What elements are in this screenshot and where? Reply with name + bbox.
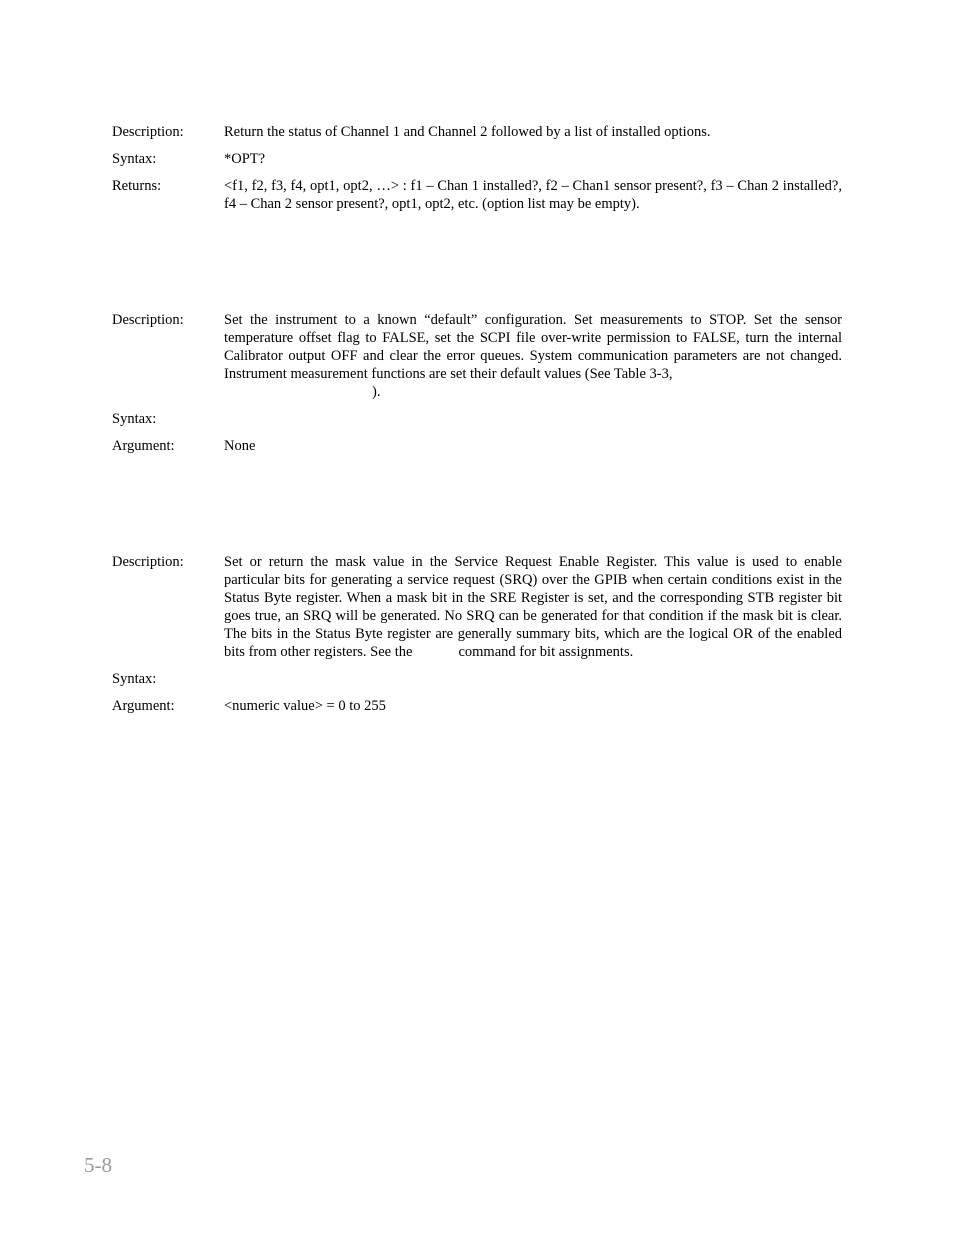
description-row: [112, 123, 842, 141]
argument-label: Argument:: [112, 698, 175, 714]
page-number: 5-8: [84, 1153, 112, 1177]
description-tail: ).: [372, 384, 381, 400]
argument-row: [112, 437, 842, 455]
syntax-row: [112, 410, 842, 428]
description-after-gap: command for bit assignments.: [458, 644, 634, 660]
opt-command-entry: [112, 123, 842, 222]
description-main: Set or return the mask value in the Service Request Enable Register. This value is used to enable particular bits for generating a service request (SRQ) over the GPIB when certain conditions exist in the Status Byte register. When a mask bit in the SRE Register is set, and the corresponding STB register bit goes true, an SRQ will be generated. No SRQ can be generated for that condition if the mask bit is clear. The bits in the Status Byte register are generally summary bits, which are the logical OR of the enabled bits from other registers. See the: [224, 554, 842, 660]
returns-row: [112, 177, 842, 213]
syntax-label: Syntax:: [112, 151, 157, 167]
description-label: Description:: [112, 312, 184, 328]
description-text: Return the status of Channel 1 and Channel 2 followed by a list of installed options.: [224, 124, 711, 140]
syntax-label: Syntax:: [112, 671, 157, 687]
description-label: Description:: [112, 124, 184, 140]
argument-label: Argument:: [112, 438, 175, 454]
syntax-row: [112, 670, 842, 688]
description-text: [224, 311, 842, 401]
argument-text: <numeric value> = 0 to 255: [224, 698, 386, 714]
syntax-text: [224, 410, 842, 428]
description-main: Set the instrument to a known “default” configuration. Set measurements to STOP. Set the sensor temperature offset flag to FALSE, set the SCPI file over-write permission to FALSE, turn the internal Calibrator output OFF and clear the error queues. System communication parameters are not changed. Instrument measurement functions are set their default values (See Table 3-3,: [224, 312, 842, 382]
syntax-label: Syntax:: [112, 411, 157, 427]
syntax-row: [112, 150, 842, 168]
description-row: [112, 311, 842, 401]
description-text: [224, 553, 842, 661]
sre-command-entry: [112, 553, 842, 724]
description-row: [112, 553, 842, 661]
argument-text: None: [224, 438, 256, 454]
syntax-text: [224, 670, 842, 688]
argument-row: [112, 697, 842, 715]
rst-command-entry: [112, 311, 842, 464]
description-label: Description:: [112, 554, 184, 570]
returns-label: Returns:: [112, 178, 162, 194]
returns-text: <f1, f2, f3, f4, opt1, opt2, …> : f1 – Chan 1 installed?, f2 – Chan1 sensor present?, f3 – Chan 2 installed?, f4 – Chan 2 sensor present?, opt1, opt2, etc. (option list may be empty).: [224, 178, 842, 212]
syntax-text: *OPT?: [224, 151, 266, 167]
